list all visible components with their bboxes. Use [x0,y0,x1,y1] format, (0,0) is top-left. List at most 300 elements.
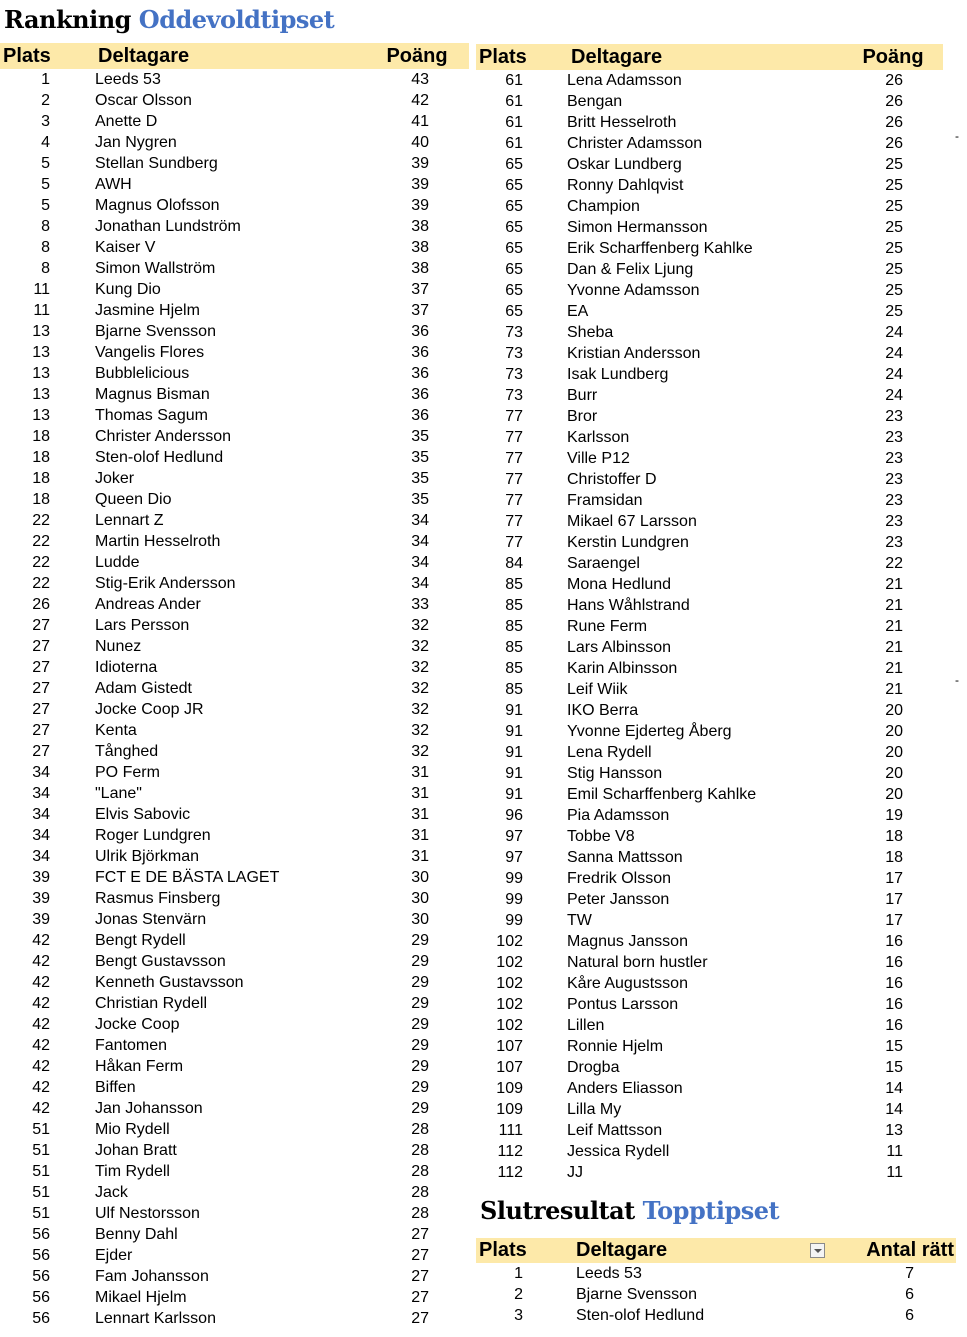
poang-cell[interactable]: 22 [885,554,903,572]
deltagare-cell[interactable]: Rune Ferm [567,617,648,635]
plats-cell[interactable]: 42 [32,1078,50,1096]
plats-cell[interactable]: 22 [32,553,50,571]
plats-cell[interactable]: 111 [498,1121,523,1139]
deltagare-cell[interactable]: Bubblelicious [95,364,190,382]
deltagare-cell[interactable]: "Lane" [95,784,142,802]
poang-cell[interactable]: 21 [885,680,903,698]
plats-cell[interactable]: 34 [32,763,50,781]
poang-cell[interactable]: 16 [885,995,903,1013]
deltagare-cell[interactable]: Håkan Ferm [95,1057,184,1075]
plats-cell[interactable]: 56 [32,1288,50,1306]
plats-cell[interactable]: 73 [505,365,523,383]
poang-cell[interactable]: 14 [885,1100,903,1118]
deltagare-cell[interactable]: Anette D [95,112,158,130]
poang-cell[interactable]: 42 [411,91,429,109]
deltagare-cell[interactable]: Bjarne Svensson [95,322,216,340]
poang-cell[interactable]: 32 [411,700,429,718]
plats-cell[interactable]: 8 [41,238,50,256]
deltagare-cell[interactable]: Pontus Larsson [567,995,679,1013]
plats-cell[interactable]: 99 [505,869,523,887]
plats-cell[interactable]: 77 [505,491,523,509]
poang-cell[interactable]: 20 [885,701,903,719]
poang-cell[interactable]: 6 [905,1306,914,1324]
plats-cell[interactable]: 102 [496,1016,523,1034]
plats-cell[interactable]: 85 [505,638,523,656]
poang-cell[interactable]: 30 [411,889,429,907]
deltagare-cell[interactable]: Biffen [95,1078,136,1096]
poang-cell[interactable]: 27 [411,1246,429,1264]
deltagare-cell[interactable]: Jasmine Hjelm [95,301,200,319]
plats-cell[interactable]: 61 [505,113,523,131]
poang-cell[interactable]: 16 [885,932,903,950]
plats-cell[interactable]: 107 [496,1037,523,1055]
plats-cell[interactable]: 85 [505,680,523,698]
deltagare-cell[interactable]: Hans Wåhlstrand [567,596,690,614]
plats-cell[interactable]: 56 [32,1225,50,1243]
poang-cell[interactable]: 36 [411,385,429,403]
plats-cell[interactable]: 97 [505,827,523,845]
deltagare-cell[interactable]: Simon Wallström [95,259,216,277]
deltagare-cell[interactable]: Kenneth Gustavsson [95,973,244,991]
plats-cell[interactable]: 91 [505,722,523,740]
poang-cell[interactable]: 20 [885,764,903,782]
plats-cell[interactable]: 107 [496,1058,523,1076]
poang-cell[interactable]: 20 [885,785,903,803]
poang-cell[interactable]: 36 [411,364,429,382]
plats-cell[interactable]: 26 [32,595,50,613]
plats-cell[interactable]: 77 [505,512,523,530]
deltagare-cell[interactable]: IKO Berra [567,701,639,719]
deltagare-cell[interactable]: Elvis Sabovic [95,805,191,823]
deltagare-cell[interactable]: Lena Adamsson [567,71,682,89]
plats-cell[interactable]: 56 [32,1267,50,1285]
poang-cell[interactable]: 23 [885,470,903,488]
plats-cell[interactable]: 22 [32,511,50,529]
deltagare-cell[interactable]: Bjarne Svensson [576,1285,697,1303]
poang-cell[interactable]: 41 [411,112,429,130]
plats-cell[interactable]: 102 [496,953,523,971]
poang-cell[interactable]: 31 [411,847,429,865]
plats-cell[interactable]: 65 [505,260,523,278]
deltagare-cell[interactable]: Bengan [567,92,623,110]
poang-cell[interactable]: 16 [885,974,903,992]
deltagare-cell[interactable]: JJ [567,1163,583,1181]
filter-dropdown-icon[interactable] [810,1243,825,1258]
deltagare-cell[interactable]: Lars Persson [95,616,190,634]
deltagare-cell[interactable]: Lennart Z [95,511,164,529]
plats-cell[interactable]: 84 [505,554,523,572]
poang-cell[interactable]: 25 [885,218,903,236]
plats-cell[interactable]: 51 [32,1120,50,1138]
deltagare-cell[interactable]: Stellan Sundberg [95,154,218,172]
plats-cell[interactable]: 27 [32,658,50,676]
deltagare-cell[interactable]: Jan Johansson [95,1099,203,1117]
column-header-poang[interactable]: Poäng [843,44,943,70]
plats-cell[interactable]: 51 [32,1204,50,1222]
plats-cell[interactable]: 42 [32,1099,50,1117]
deltagare-cell[interactable]: Ejder [95,1246,133,1264]
poang-cell[interactable]: 38 [411,238,429,256]
plats-cell[interactable]: 13 [32,364,50,382]
poang-cell[interactable]: 35 [411,448,429,466]
deltagare-cell[interactable]: Fam Johansson [95,1267,209,1285]
poang-cell[interactable]: 35 [411,427,429,445]
plats-cell[interactable]: 99 [505,890,523,908]
deltagare-cell[interactable]: EA [567,302,589,320]
deltagare-cell[interactable]: Ronny Dahlqvist [567,176,684,194]
deltagare-cell[interactable]: Bengt Gustavsson [95,952,226,970]
poang-cell[interactable]: 31 [411,826,429,844]
poang-cell[interactable]: 18 [885,848,903,866]
deltagare-cell[interactable]: TW [567,911,592,929]
poang-cell[interactable]: 21 [885,575,903,593]
plats-cell[interactable]: 91 [505,701,523,719]
deltagare-cell[interactable]: Natural born hustler [567,953,708,971]
deltagare-cell[interactable]: Sten-olof Hedlund [95,448,224,466]
poang-cell[interactable]: 27 [411,1309,429,1327]
plats-cell[interactable]: 1 [41,70,50,88]
deltagare-cell[interactable]: Kung Dio [95,280,161,298]
poang-cell[interactable]: 15 [885,1058,903,1076]
deltagare-cell[interactable]: Sten-olof Hedlund [576,1306,705,1324]
poang-cell[interactable]: 26 [885,134,903,152]
deltagare-cell[interactable]: Saraengel [567,554,640,572]
plats-cell[interactable]: 42 [32,973,50,991]
deltagare-cell[interactable]: Queen Dio [95,490,172,508]
poang-cell[interactable]: 29 [411,952,429,970]
poang-cell[interactable]: 6 [905,1285,914,1303]
plats-cell[interactable]: 11 [33,280,50,298]
poang-cell[interactable]: 29 [411,1099,429,1117]
poang-cell[interactable]: 32 [411,616,429,634]
deltagare-cell[interactable]: Christer Andersson [95,427,232,445]
poang-cell[interactable]: 21 [885,638,903,656]
plats-cell[interactable]: 61 [505,71,523,89]
poang-cell[interactable]: 25 [885,260,903,278]
poang-cell[interactable]: 28 [411,1141,429,1159]
poang-cell[interactable]: 25 [885,239,903,257]
plats-cell[interactable]: 65 [505,302,523,320]
deltagare-cell[interactable]: Lillen [567,1016,605,1034]
plats-cell[interactable]: 51 [32,1141,50,1159]
plats-cell[interactable]: 27 [32,721,50,739]
poang-cell[interactable]: 29 [411,973,429,991]
plats-cell[interactable]: 56 [32,1309,50,1327]
poang-cell[interactable]: 31 [411,784,429,802]
poang-cell[interactable]: 21 [885,617,903,635]
deltagare-cell[interactable]: AWH [95,175,132,193]
poang-cell[interactable]: 34 [411,553,429,571]
poang-cell[interactable]: 13 [885,1121,903,1139]
plats-cell[interactable]: 18 [32,490,50,508]
poang-cell[interactable]: 28 [411,1120,429,1138]
deltagare-cell[interactable]: Martin Hesselroth [95,532,221,550]
deltagare-cell[interactable]: Kerstin Lundgren [567,533,689,551]
deltagare-cell[interactable]: Oskar Lundberg [567,155,682,173]
deltagare-cell[interactable]: Lilla My [567,1100,622,1118]
plats-cell[interactable]: 51 [32,1183,50,1201]
poang-cell[interactable]: 26 [885,92,903,110]
plats-cell[interactable]: 18 [32,427,50,445]
plats-cell[interactable]: 61 [505,134,523,152]
plats-cell[interactable]: 99 [505,911,523,929]
deltagare-cell[interactable]: FCT E DE BÄSTA LAGET [95,868,280,886]
plats-cell[interactable]: 13 [32,343,50,361]
deltagare-cell[interactable]: Jocke Coop JR [95,700,204,718]
poang-cell[interactable]: 14 [885,1079,903,1097]
plats-cell[interactable]: 73 [505,344,523,362]
deltagare-cell[interactable]: Joker [95,469,135,487]
deltagare-cell[interactable]: Jonas Stenvärn [95,910,207,928]
plats-cell[interactable]: 65 [505,197,523,215]
poang-cell[interactable]: 23 [885,428,903,446]
poang-cell[interactable]: 20 [885,722,903,740]
poang-cell[interactable]: 34 [411,574,429,592]
deltagare-cell[interactable]: Benny Dahl [95,1225,178,1243]
deltagare-cell[interactable]: Emil Scharffenberg Kahlke [567,785,757,803]
deltagare-cell[interactable]: Ludde [95,553,140,571]
plats-cell[interactable]: 51 [32,1162,50,1180]
plats-cell[interactable]: 18 [32,448,50,466]
deltagare-cell[interactable]: Idioterna [95,658,158,676]
plats-cell[interactable]: 27 [32,616,50,634]
deltagare-cell[interactable]: Ville P12 [567,449,630,467]
deltagare-cell[interactable]: Andreas Ander [95,595,201,613]
plats-cell[interactable]: 39 [32,910,50,928]
poang-cell[interactable]: 29 [411,1078,429,1096]
deltagare-cell[interactable]: Simon Hermansson [567,218,708,236]
column-header-deltagare[interactable]: Deltagare [543,44,843,70]
deltagare-cell[interactable]: Leif Mattsson [567,1121,663,1139]
column-header-antal-ratt[interactable]: Antal rätt [833,1238,956,1263]
poang-cell[interactable]: 37 [411,280,429,298]
deltagare-cell[interactable]: Mikael 67 Larsson [567,512,697,530]
poang-cell[interactable]: 29 [411,931,429,949]
deltagare-cell[interactable]: Yvonne Ejderteg Åberg [567,722,732,740]
deltagare-cell[interactable]: Lars Albinsson [567,638,672,656]
deltagare-cell[interactable]: Magnus Olofsson [95,196,220,214]
plats-cell[interactable]: 13 [32,406,50,424]
plats-cell[interactable]: 5 [41,196,50,214]
poang-cell[interactable]: 32 [411,742,429,760]
column-header-plats[interactable]: Plats [476,1238,543,1263]
deltagare-cell[interactable]: Rasmus Finsberg [95,889,221,907]
plats-cell[interactable]: 42 [32,1057,50,1075]
plats-cell[interactable]: 56 [32,1246,50,1264]
plats-cell[interactable]: 91 [505,764,523,782]
deltagare-cell[interactable]: Leif Wiik [567,680,628,698]
deltagare-cell[interactable]: Drogba [567,1058,620,1076]
deltagare-cell[interactable]: Kristian Andersson [567,344,701,362]
plats-cell[interactable]: 8 [41,217,50,235]
deltagare-cell[interactable]: Anders Eliasson [567,1079,683,1097]
plats-cell[interactable]: 65 [505,176,523,194]
poang-cell[interactable]: 36 [411,322,429,340]
plats-cell[interactable]: 77 [505,533,523,551]
deltagare-cell[interactable]: Jan Nygren [95,133,177,151]
plats-cell[interactable]: 102 [496,932,523,950]
plats-cell[interactable]: 96 [505,806,523,824]
plats-cell[interactable]: 42 [32,1036,50,1054]
plats-cell[interactable]: 27 [32,700,50,718]
plats-cell[interactable]: 1 [514,1264,523,1282]
plats-cell[interactable]: 73 [505,323,523,341]
poang-cell[interactable]: 24 [885,323,903,341]
plats-cell[interactable]: 42 [32,931,50,949]
plats-cell[interactable]: 4 [41,133,50,151]
plats-cell[interactable]: 85 [505,617,523,635]
deltagare-cell[interactable]: Magnus Bisman [95,385,210,403]
plats-cell[interactable]: 65 [505,155,523,173]
deltagare-cell[interactable]: Thomas Sagum [95,406,208,424]
poang-cell[interactable]: 28 [411,1162,429,1180]
plats-cell[interactable]: 34 [32,847,50,865]
column-header-plats[interactable]: Plats [476,44,543,70]
deltagare-cell[interactable]: Leeds 53 [95,70,161,88]
plats-cell[interactable]: 109 [496,1100,523,1118]
poang-cell[interactable]: 25 [885,155,903,173]
deltagare-cell[interactable]: Ulf Nestorsson [95,1204,200,1222]
plats-cell[interactable]: 42 [32,994,50,1012]
deltagare-cell[interactable]: Tobbe V8 [567,827,635,845]
poang-cell[interactable]: 20 [885,743,903,761]
poang-cell[interactable]: 27 [411,1225,429,1243]
poang-cell[interactable]: 31 [411,763,429,781]
deltagare-cell[interactable]: Vangelis Flores [95,343,205,361]
deltagare-cell[interactable]: Lennart Karlsson [95,1309,216,1327]
poang-cell[interactable]: 28 [411,1204,429,1222]
plats-cell[interactable]: 34 [32,826,50,844]
poang-cell[interactable]: 28 [411,1183,429,1201]
poang-cell[interactable]: 25 [885,281,903,299]
plats-cell[interactable]: 18 [32,469,50,487]
deltagare-cell[interactable]: Stig-Erik Andersson [95,574,236,592]
poang-cell[interactable]: 32 [411,658,429,676]
plats-cell[interactable]: 65 [505,218,523,236]
deltagare-cell[interactable]: Isak Lundberg [567,365,669,383]
plats-cell[interactable]: 61 [505,92,523,110]
deltagare-cell[interactable]: Karlsson [567,428,630,446]
poang-cell[interactable]: 32 [411,721,429,739]
plats-cell[interactable]: 97 [505,848,523,866]
poang-cell[interactable]: 15 [885,1037,903,1055]
plats-cell[interactable]: 85 [505,575,523,593]
poang-cell[interactable]: 21 [885,659,903,677]
plats-cell[interactable]: 27 [32,679,50,697]
poang-cell[interactable]: 27 [411,1288,429,1306]
plats-cell[interactable]: 42 [32,1015,50,1033]
plats-cell[interactable]: 65 [505,239,523,257]
plats-cell[interactable]: 102 [496,974,523,992]
deltagare-cell[interactable]: Champion [567,197,640,215]
plats-cell[interactable]: 34 [32,805,50,823]
deltagare-cell[interactable]: Kåre Augustsson [567,974,688,992]
plats-cell[interactable]: 22 [32,532,50,550]
poang-cell[interactable]: 23 [885,491,903,509]
poang-cell[interactable]: 19 [885,806,903,824]
poang-cell[interactable]: 35 [411,490,429,508]
plats-cell[interactable]: 13 [32,322,50,340]
plats-cell[interactable]: 77 [505,470,523,488]
plats-cell[interactable]: 112 [497,1142,523,1160]
plats-cell[interactable]: 11 [33,301,50,319]
poang-cell[interactable]: 38 [411,217,429,235]
poang-cell[interactable]: 29 [411,1057,429,1075]
plats-cell[interactable]: 65 [505,281,523,299]
poang-cell[interactable]: 29 [411,994,429,1012]
poang-cell[interactable]: 23 [885,512,903,530]
deltagare-cell[interactable]: Stig Hansson [567,764,663,782]
deltagare-cell[interactable]: Christoffer D [567,470,657,488]
deltagare-cell[interactable]: Christian Rydell [95,994,208,1012]
poang-cell[interactable]: 38 [411,259,429,277]
deltagare-cell[interactable]: Sheba [567,323,614,341]
poang-cell[interactable]: 11 [886,1142,903,1160]
deltagare-cell[interactable]: Britt Hesselroth [567,113,677,131]
plats-cell[interactable]: 2 [41,91,50,109]
deltagare-cell[interactable]: Fredrik Olsson [567,869,672,887]
deltagare-cell[interactable]: Jonathan Lundström [95,217,241,235]
plats-cell[interactable]: 34 [32,784,50,802]
plats-cell[interactable]: 85 [505,659,523,677]
deltagare-cell[interactable]: Burr [567,386,598,404]
deltagare-cell[interactable]: Jocke Coop [95,1015,180,1033]
deltagare-cell[interactable]: Jessica Rydell [567,1142,670,1160]
plats-cell[interactable]: 77 [505,407,523,425]
poang-cell[interactable]: 17 [885,890,903,908]
poang-cell[interactable]: 30 [411,910,429,928]
deltagare-cell[interactable]: Roger Lundgren [95,826,211,844]
poang-cell[interactable]: 18 [885,827,903,845]
plats-cell[interactable]: 27 [32,742,50,760]
deltagare-cell[interactable]: Johan Bratt [95,1141,177,1159]
plats-cell[interactable]: 77 [505,428,523,446]
deltagare-cell[interactable]: Fantomen [95,1036,168,1054]
plats-cell[interactable]: 102 [496,995,523,1013]
poang-cell[interactable]: 43 [411,70,429,88]
deltagare-cell[interactable]: Tim Rydell [95,1162,170,1180]
deltagare-cell[interactable]: Mona Hedlund [567,575,672,593]
poang-cell[interactable]: 39 [411,196,429,214]
plats-cell[interactable]: 8 [41,259,50,277]
poang-cell[interactable]: 39 [411,175,429,193]
column-header-poang[interactable]: Poäng [365,43,469,69]
deltagare-cell[interactable]: Nunez [95,637,142,655]
column-header-deltagare[interactable]: Deltagare [70,43,365,69]
deltagare-cell[interactable]: Ronnie Hjelm [567,1037,664,1055]
plats-cell[interactable]: 39 [32,868,50,886]
plats-cell[interactable]: 5 [41,175,50,193]
deltagare-cell[interactable]: Mio Rydell [95,1120,170,1138]
plats-cell[interactable]: 22 [32,574,50,592]
deltagare-cell[interactable]: Bengt Rydell [95,931,186,949]
poang-cell[interactable]: 29 [411,1036,429,1054]
plats-cell[interactable]: 2 [514,1285,523,1303]
plats-cell[interactable]: 109 [496,1079,523,1097]
poang-cell[interactable]: 24 [885,365,903,383]
deltagare-cell[interactable]: Karin Albinsson [567,659,678,677]
deltagare-cell[interactable]: Leeds 53 [576,1264,642,1282]
plats-cell[interactable]: 42 [32,952,50,970]
deltagare-cell[interactable]: Erik Scharffenberg Kahlke [567,239,753,257]
poang-cell[interactable]: 17 [885,911,903,929]
deltagare-cell[interactable]: Sanna Mattsson [567,848,683,866]
plats-cell[interactable]: 91 [505,743,523,761]
plats-cell[interactable]: 27 [32,637,50,655]
plats-cell[interactable]: 73 [505,386,523,404]
poang-cell[interactable]: 11 [886,1163,903,1181]
poang-cell[interactable]: 25 [885,302,903,320]
